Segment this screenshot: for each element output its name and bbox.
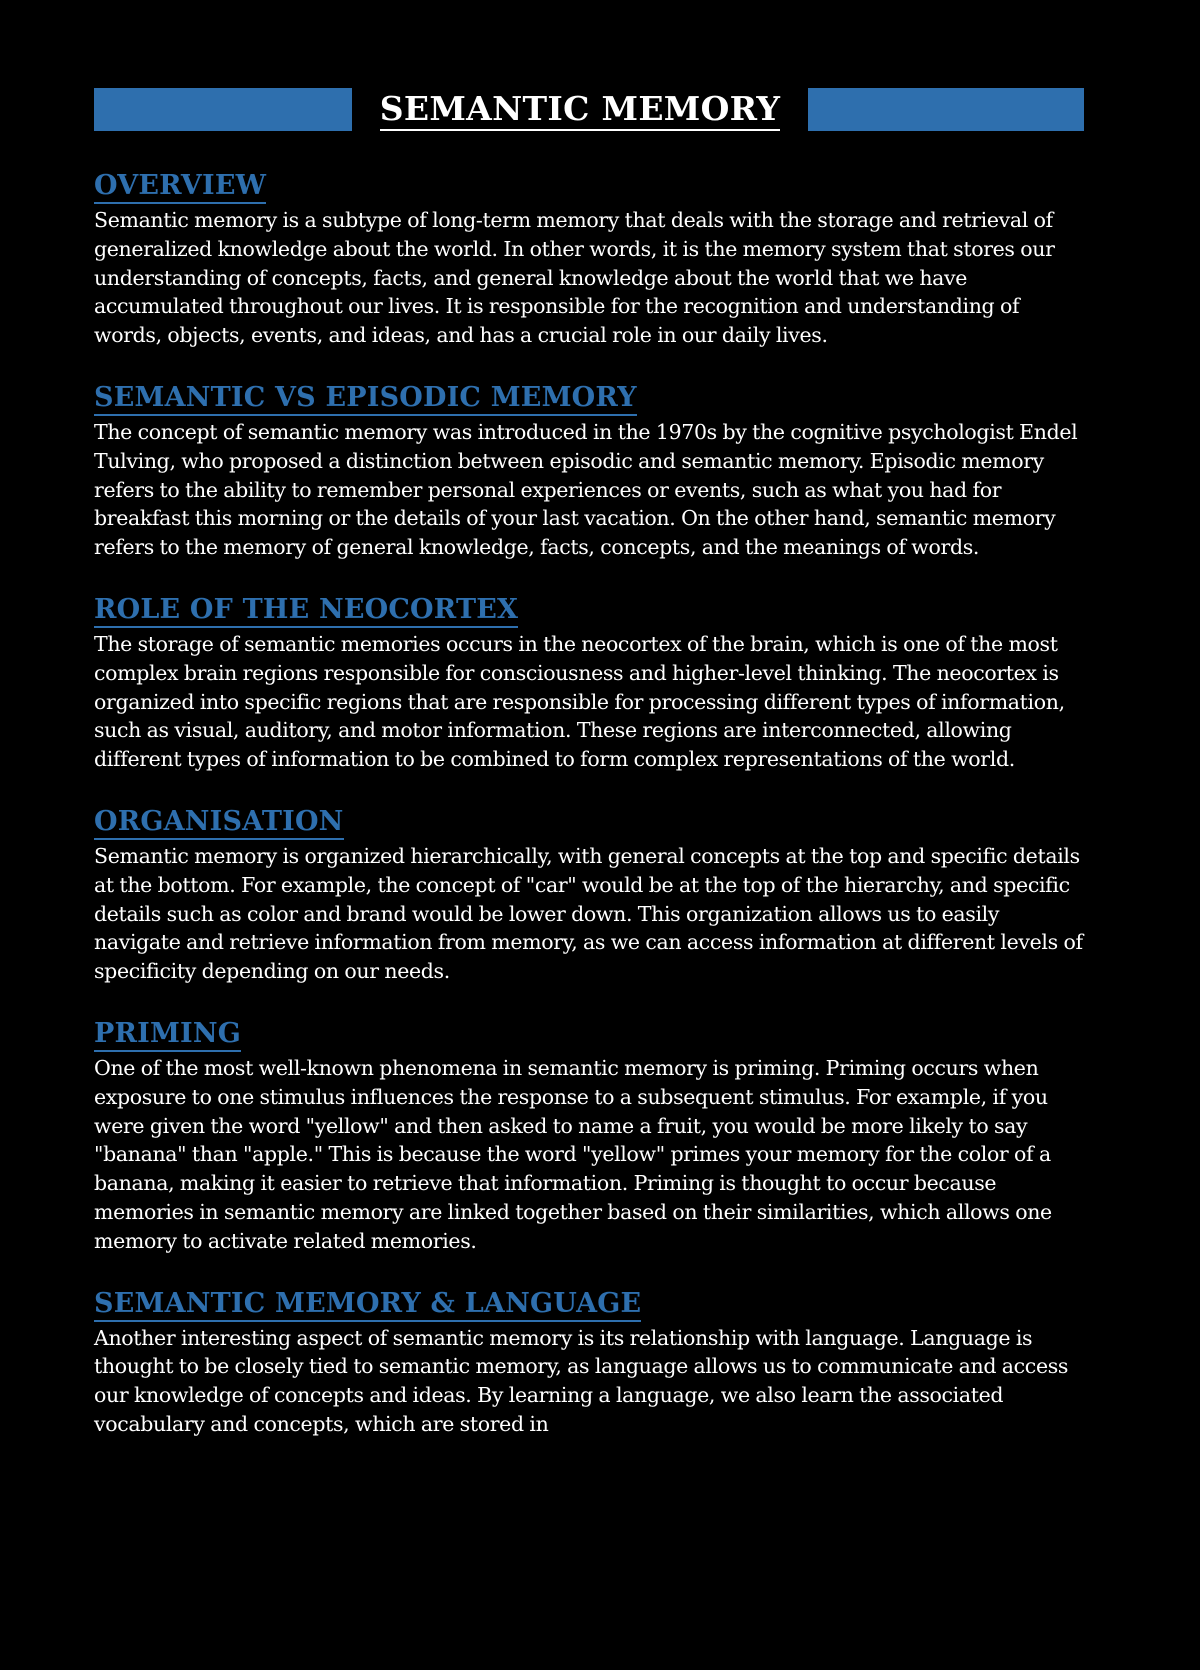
section-body: Semantic memory is organized hierarchically, with general concepts at the top and specific details at the bottom. For example, the concept of "car" would be at the top of the hierarchy, and specific details such as color and brand would be lower down. This organization allows us to easily navigate and retrieve information from memory, as we can access information at different levels of specificity depending on our needs.	[94, 843, 1083, 984]
section-priming	[94, 1018, 1084, 1256]
section-body: One of the most well-known phenomena in semantic memory is priming. Priming occurs when exposure to one stimulus influences the response to a subsequent stimulus. For example, if you were given the word "yellow" and then asked to name a fruit, you would be more likely to say "banana" than "apple." This is because the word "yellow" primes your memory for the color of a banana, making it easier to retrieve that information. Priming is thought to occur because memories in semantic memory are linked together based on their similarities, which allows one memory to activate related memories.	[94, 1055, 1052, 1253]
section-heading: SEMANTIC MEMORY & LANGUAGE	[94, 1288, 641, 1322]
section-heading: SEMANTIC VS EPISODIC MEMORY	[94, 382, 637, 416]
title-bar-left	[94, 88, 352, 131]
section-body: Another interesting aspect of semantic memory is its relationship with language. Language is thought to be closely tied to semantic memory, as language allows us to communicate and access our knowledge of concepts and ideas. By learning a language, we also learn the associated vocabulary and concepts, which are stored in	[94, 1325, 1069, 1436]
page-title	[352, 86, 808, 132]
section-semantic-vs-episodic	[94, 382, 1084, 562]
section-body: Semantic memory is a subtype of long-term memory that deals with the storage and retrieval of generalized knowledge about the world. In other words, it is the memory system that stores our understanding of concepts, facts, and general knowledge about the world that we have accumulated throughout our lives. It is responsible for the recognition and understanding of words, objects, events, and ideas, and has a crucial role in our daily lives.	[94, 208, 1055, 348]
title-row	[94, 86, 1084, 132]
document-page	[94, 86, 1084, 1439]
section-language	[94, 1288, 1084, 1439]
section-heading: ROLE OF THE NEOCORTEX	[94, 594, 518, 628]
section-heading: OVERVIEW	[94, 170, 266, 204]
section-body: The storage of semantic memories occurs in the neocortex of the brain, which is one of the most complex brain regions responsible for consciousness and higher-level thinking. The neocortex is organized into specific regions that are responsible for processing different types of information, such as visual, auditory, and motor information. These regions are interconnected, allowing different types of information to be combined to form complex representations of the world.	[94, 631, 1065, 772]
section-neocortex	[94, 594, 1084, 774]
title-bar-right	[808, 88, 1084, 131]
section-overview	[94, 170, 1084, 350]
section-heading: ORGANISATION	[94, 806, 344, 840]
section-body: The concept of semantic memory was introduced in the 1970s by the cognitive psychologist Endel Tulving, who proposed a distinction between episodic and semantic memory. Episodic memory refers to the ability to remember personal experiences or events, such as what you had for breakfast this morning or the details of your last vacation. On the other hand, semantic memory refers to the memory of general knowledge, facts, concepts, and the meanings of words.	[94, 419, 1078, 560]
page-title-text: SEMANTIC MEMORY	[380, 89, 780, 131]
section-organisation	[94, 806, 1084, 986]
section-heading: PRIMING	[94, 1018, 241, 1052]
